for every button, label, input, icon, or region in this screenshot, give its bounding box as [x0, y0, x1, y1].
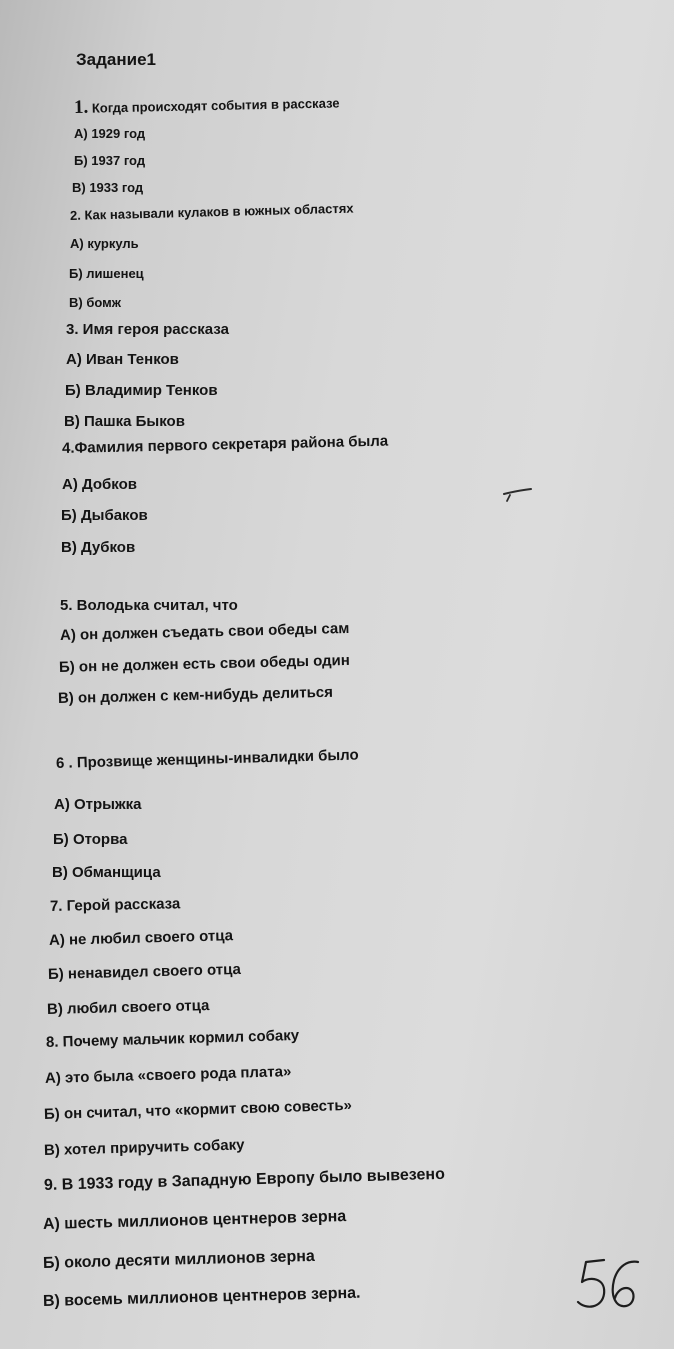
- question-3-option-a: А) Иван Тенков: [66, 351, 179, 368]
- question-1: [74, 91, 340, 119]
- question-1-option-c: В) 1933 год: [72, 180, 144, 195]
- handwritten-grade: [572, 1250, 652, 1320]
- question-8-option-b: Б) он считал, что «кормит свою совесть»: [43, 1096, 353, 1123]
- question-2-option-c: В) бомж: [69, 295, 121, 310]
- page-title: Задание1: [76, 50, 156, 69]
- question-7-option-c: В) любил своего отца: [46, 997, 210, 1018]
- question-1-number: 1.: [73, 96, 89, 118]
- question-9-option-c: В) восемь миллионов центнеров зерна.: [42, 1284, 361, 1310]
- question-4-option-a: А) Добков: [62, 476, 137, 493]
- question-4-option-c: В) Дубков: [61, 539, 136, 556]
- question-6-option-c: В) Обманщица: [52, 864, 161, 881]
- question-3-option-c: В) Пашка Быков: [64, 413, 185, 430]
- pen-mark: [500, 484, 536, 506]
- question-6-option-b: Б) Оторва: [53, 831, 128, 848]
- question-1-option-b: Б) 1937 год: [74, 153, 146, 168]
- question-5-option-c: В) он должен с кем-нибудь делиться: [57, 683, 334, 707]
- question-7-option-b: Б) ненавидел своего отца: [47, 960, 242, 983]
- question-1-option-a: А) 1929 год: [74, 126, 146, 141]
- question-9-option-b: Б) около десяти миллионов зерна: [42, 1247, 316, 1272]
- question-6-option-a: А) Отрыжка: [54, 796, 142, 813]
- question-4: 4.Фамилия первого секретаря района была: [61, 432, 389, 457]
- question-5: 5. Володька считал, что: [60, 597, 238, 614]
- question-9: 9. В 1933 году в Западную Европу было вывезено: [43, 1165, 446, 1194]
- question-3: 3. Имя героя рассказа: [66, 321, 229, 338]
- question-6: 6 . Прозвище женщины-инвалидки было: [55, 746, 359, 772]
- question-2: 2. Как называли кулаков в южных областях: [69, 200, 354, 223]
- question-1-text: Когда происходят события в рассказе: [91, 95, 340, 116]
- question-2-option-a: А) куркуль: [70, 236, 139, 251]
- question-8: 8. Почему мальчик кормил собаку: [45, 1026, 300, 1051]
- question-8-option-a: А) это была «своего рода плата»: [44, 1063, 292, 1087]
- question-8-option-c: В) хотел приручить собаку: [43, 1136, 245, 1159]
- question-7-option-a: А) не любил своего отца: [48, 927, 234, 949]
- question-9-option-a: А) шесть миллионов центнеров зерна: [42, 1208, 347, 1233]
- question-5-option-b: Б) он не должен есть свои обеды один: [58, 651, 351, 676]
- question-5-option-a: А) он должен съедать свои обеды сам: [59, 619, 350, 644]
- question-4-option-b: Б) Дыбаков: [61, 507, 148, 524]
- question-2-option-b: Б) лишенец: [69, 266, 144, 281]
- question-3-option-b: Б) Владимир Тенков: [65, 382, 218, 399]
- question-7: 7. Герой рассказа: [49, 895, 181, 915]
